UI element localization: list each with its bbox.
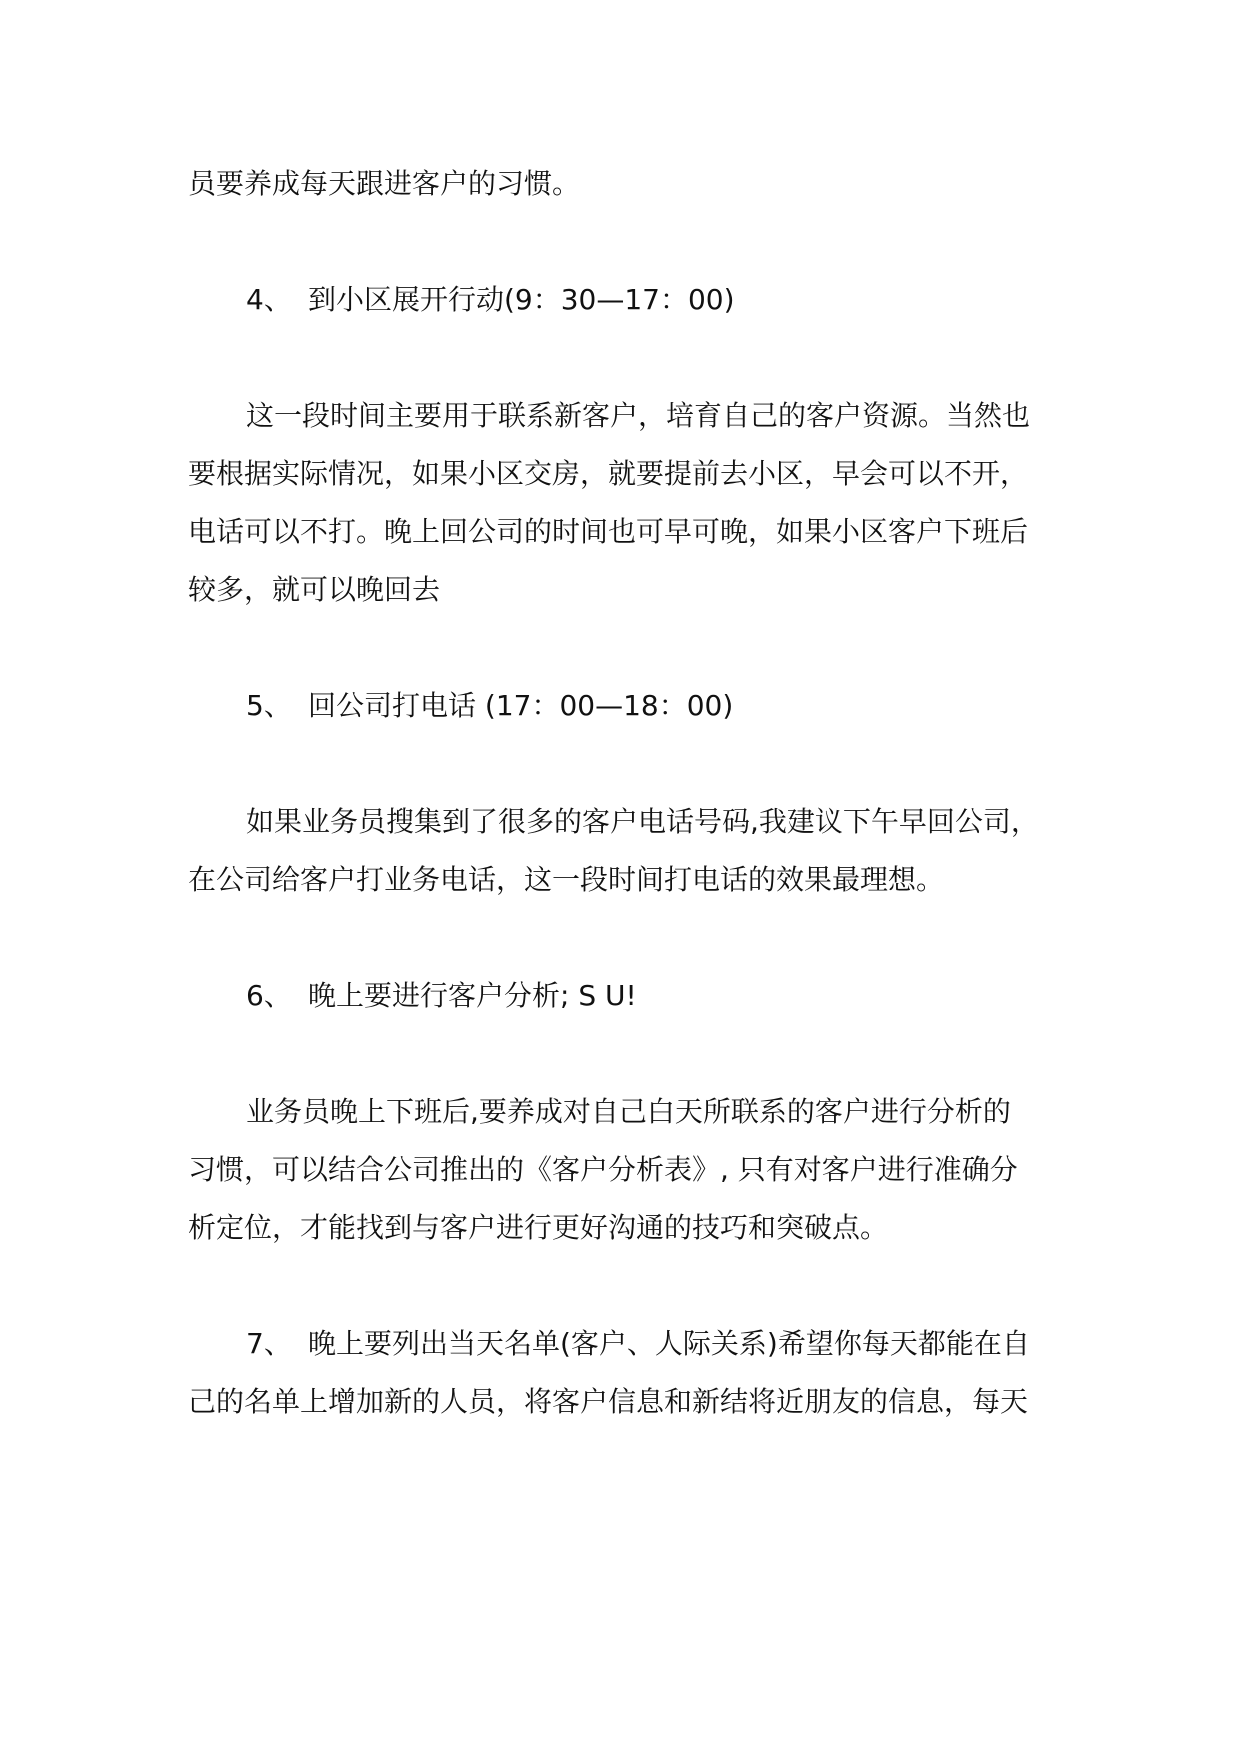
item-5-title: 回公司打电话 (17：00—18：00) (308, 689, 734, 722)
para-5-line-2: 在公司给客户打业务电话，这一段时间打电话的效果最理想。 (188, 863, 945, 896)
item-4-number: 4、 (246, 283, 292, 316)
para-4-line-4: 较多，就可以晚回去 (188, 573, 441, 606)
item-7-title: 晚上要列出当天名单(客户、人际关系)希望你每天都能在自 (308, 1327, 1030, 1360)
item-7-number: 7、 (246, 1327, 292, 1360)
item-6-number: 6、 (246, 979, 292, 1012)
item-7-line-2: 己的名单上增加新的人员，将客户信息和新结将近朋友的信息，每天 (188, 1385, 1029, 1418)
item-4-heading (246, 282, 1088, 318)
para-6-line-1: 业务员晚上下班后,要养成对自己白天所联系的客户进行分析的 (246, 1095, 1011, 1128)
para-4-line-3: 电话可以不打。晚上回公司的时间也可早可晚，如果小区客户下班后 (188, 515, 1029, 548)
continuation-line: 员要养成每天跟进客户的习惯。 (188, 167, 581, 200)
item-6-title: 晚上要进行客户分析; S U! (308, 979, 637, 1012)
para-6-line-3: 析定位，才能找到与客户进行更好沟通的技巧和突破点。 (188, 1211, 889, 1244)
para-5-line-1: 如果业务员搜集到了很多的客户电话号码,我建议下午早回公司， (246, 805, 1039, 838)
item-4-title: 到小区展开行动(9：30—17：00) (308, 283, 735, 316)
para-6-line-2: 习惯，可以结合公司推出的《客户分析表》, 只有对客户进行准确分 (188, 1153, 1018, 1186)
item-7-heading (246, 1326, 1088, 1362)
item-6-heading (246, 978, 1088, 1014)
item-5-number: 5、 (246, 689, 292, 722)
para-4-line-1: 这一段时间主要用于联系新客户，培育自己的客户资源。当然也 (246, 399, 1031, 432)
para-4-line-2: 要根据实际情况，如果小区交房，就要提前去小区，早会可以不开， (188, 457, 1029, 490)
item-5-heading (246, 688, 1088, 724)
